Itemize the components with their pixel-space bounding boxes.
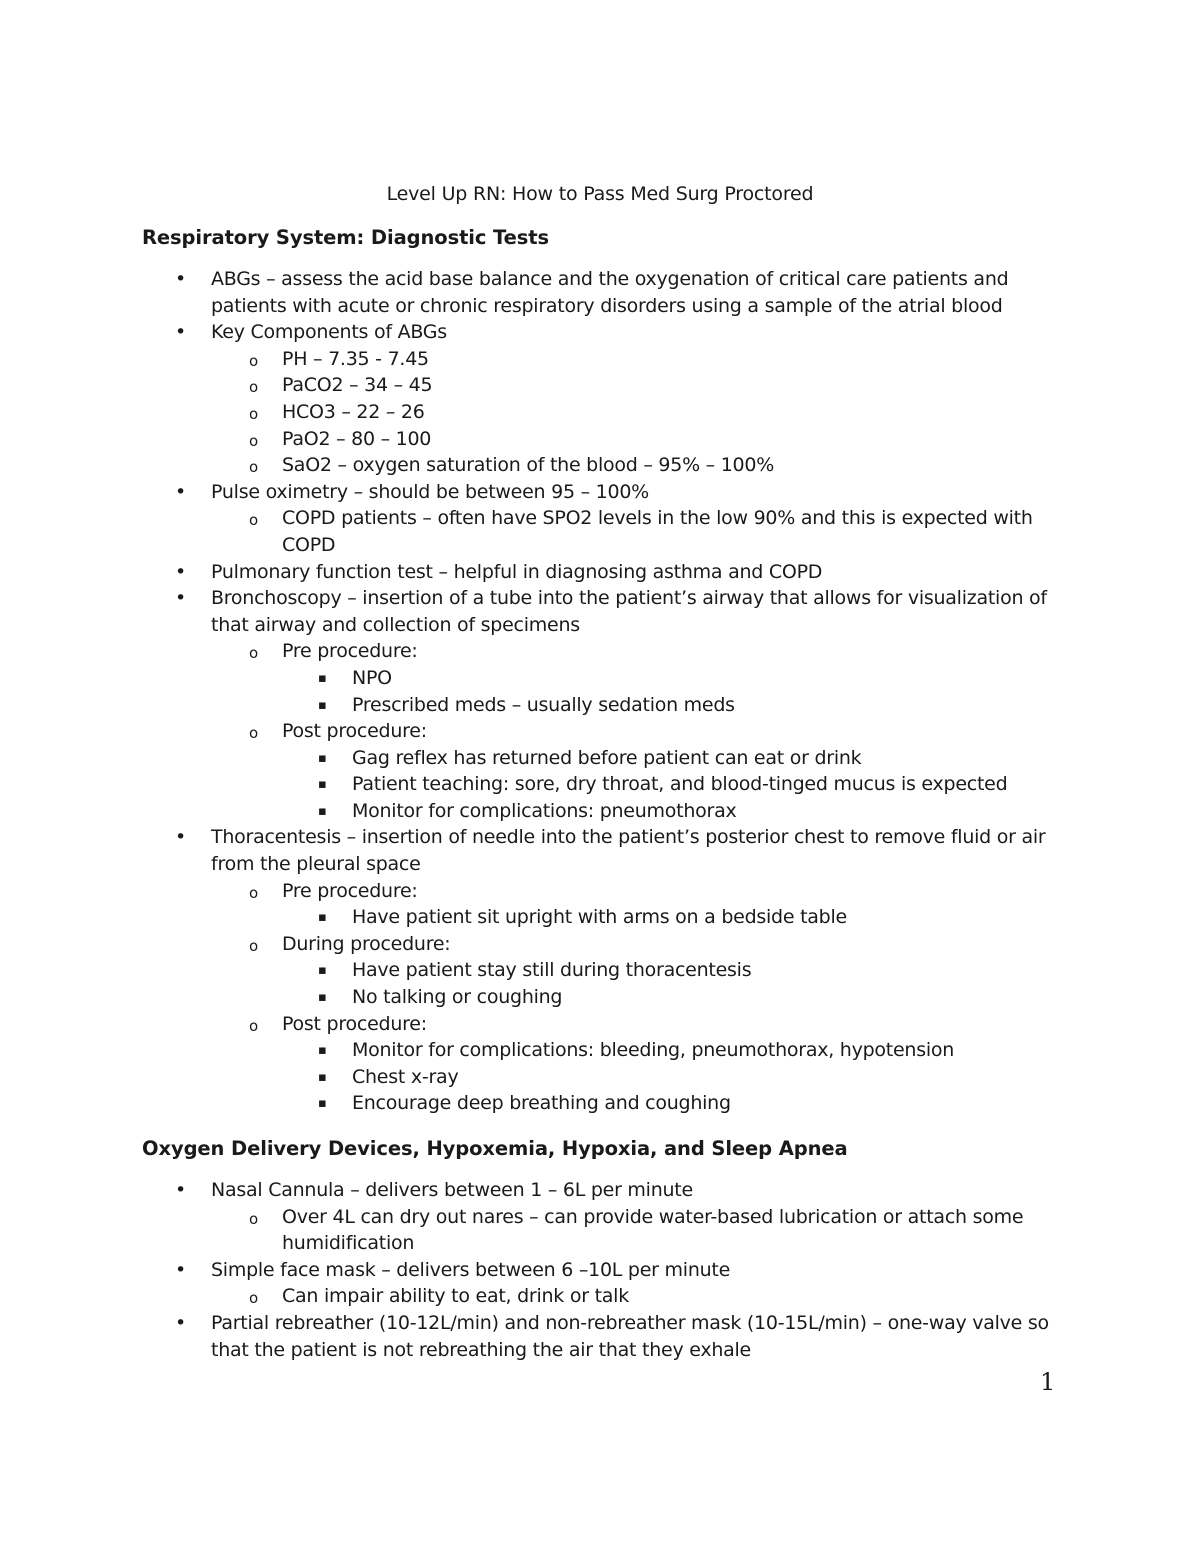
bullet-square-icon: ▪ bbox=[318, 1096, 327, 1112]
bullet-circle-icon: o bbox=[249, 1016, 258, 1035]
list-item-text: PaCO2 – 34 – 45 bbox=[282, 374, 433, 397]
list-item-level-2 bbox=[0, 638, 1062, 665]
list-item-text: Partial rebreather (10-12L/min) and non-rebreather mask (10-15L/min) – one-way valve so that the patient is not rebreathing the air that they exhale bbox=[211, 1311, 1049, 1361]
list-item-text: NPO bbox=[352, 666, 392, 689]
list-item-level-2 bbox=[0, 505, 1062, 558]
list-item-level-2 bbox=[0, 931, 1062, 958]
list-item-level-2 bbox=[0, 878, 1062, 905]
list-item-text: Post procedure: bbox=[282, 720, 427, 743]
list-item-level-1 bbox=[0, 266, 1061, 319]
list-item-text: Over 4L can dry out nares – can provide water-based lubrication or attach some humidification bbox=[282, 1205, 1024, 1255]
list-item-level-2 bbox=[0, 452, 1062, 479]
list-item-text: Pre procedure: bbox=[282, 640, 418, 663]
list-item-level-2 bbox=[0, 1283, 1062, 1310]
bullet-square-icon: ▪ bbox=[318, 963, 327, 979]
bullet-circle-icon: o bbox=[249, 404, 258, 423]
list-item-text: Pulmonary function test – helpful in diagnosing asthma and COPD bbox=[211, 560, 823, 583]
list-item-text: HCO3 – 22 – 26 bbox=[282, 400, 425, 423]
list-item-text: Encourage deep breathing and coughing bbox=[352, 1092, 731, 1115]
list-item-level-3 bbox=[0, 1037, 1062, 1064]
list-item-text: Post procedure: bbox=[282, 1012, 427, 1035]
bullet-square-icon: ▪ bbox=[318, 990, 327, 1006]
list-item-level-3 bbox=[0, 1090, 1062, 1117]
list-item-level-3 bbox=[0, 665, 1062, 692]
bullet-square-icon: ▪ bbox=[318, 670, 327, 686]
list-item-level-1 bbox=[0, 824, 1061, 877]
list-item-level-2 bbox=[0, 1204, 1062, 1257]
bullet-disc-icon: • bbox=[175, 1258, 186, 1281]
list-item-level-2 bbox=[0, 399, 1062, 426]
list-item-text: Monitor for complications: pneumothorax bbox=[352, 799, 737, 822]
list-item-level-2 bbox=[0, 426, 1062, 453]
list-item-level-1 bbox=[0, 559, 1061, 586]
list-item-text: Have patient stay still during thoracentesis bbox=[352, 959, 752, 982]
respiratory-list bbox=[0, 266, 1200, 1117]
list-item-level-2 bbox=[0, 372, 1062, 399]
list-item-text: Thoracentesis – insertion of needle into the patient’s posterior chest to remove fluid or air from the pleural space bbox=[211, 826, 1046, 876]
list-item-text: PaO2 – 80 – 100 bbox=[282, 427, 432, 450]
section-heading-respiratory: Respiratory System: Diagnostic Tests bbox=[142, 226, 550, 249]
list-item-level-2 bbox=[0, 718, 1062, 745]
bullet-square-icon: ▪ bbox=[318, 777, 327, 793]
list-item-text: Bronchoscopy – insertion of a tube into the patient’s airway that allows for visualization of that airway and collection of specimens bbox=[211, 587, 1047, 636]
list-item-text: ABGs – assess the acid base balance and the oxygenation of critical care patients and patients with acute or chronic respiratory disorders using a sample of the atrial blood bbox=[211, 268, 1009, 317]
bullet-square-icon: ▪ bbox=[318, 697, 327, 713]
list-item-text: No talking or coughing bbox=[352, 986, 563, 1009]
list-item-level-1 bbox=[0, 1310, 1061, 1363]
bullet-circle-icon: o bbox=[249, 1209, 258, 1228]
list-item-text: Pulse oximetry – should be between 95 – 100% bbox=[211, 480, 649, 503]
bullet-circle-icon: o bbox=[249, 458, 258, 477]
bullet-disc-icon: • bbox=[175, 560, 186, 583]
list-item-level-2 bbox=[0, 1011, 1062, 1038]
bullet-circle-icon: o bbox=[249, 511, 258, 530]
bullet-circle-icon: o bbox=[249, 431, 258, 450]
bullet-circle-icon: o bbox=[249, 1289, 258, 1308]
list-item-level-1 bbox=[0, 319, 1061, 346]
bullet-circle-icon: o bbox=[249, 883, 258, 902]
bullet-square-icon: ▪ bbox=[318, 750, 327, 766]
list-item-level-3 bbox=[0, 692, 1062, 719]
list-item-text: Can impair ability to eat, drink or talk bbox=[282, 1285, 629, 1308]
bullet-circle-icon: o bbox=[249, 936, 258, 955]
bullet-square-icon: ▪ bbox=[318, 1069, 327, 1085]
oxygen-list bbox=[0, 1177, 1200, 1363]
section-heading-oxygen: Oxygen Delivery Devices, Hypoxemia, Hypoxia, and Sleep Apnea bbox=[142, 1137, 848, 1160]
list-item-text: PH – 7.35 - 7.45 bbox=[282, 347, 429, 370]
list-item-level-3 bbox=[0, 984, 1062, 1011]
list-item-text: Monitor for complications: bleeding, pneumothorax, hypotension bbox=[352, 1039, 955, 1062]
bullet-circle-icon: o bbox=[249, 644, 258, 663]
list-item-level-1 bbox=[0, 1257, 1061, 1284]
list-item-level-3 bbox=[0, 771, 1062, 798]
list-item-text: Chest x-ray bbox=[352, 1065, 459, 1088]
list-item-text: Pre procedure: bbox=[282, 879, 418, 902]
bullet-circle-icon: o bbox=[249, 378, 258, 397]
list-item-text: Prescribed meds – usually sedation meds bbox=[352, 693, 735, 716]
list-item-level-1 bbox=[0, 585, 1061, 638]
bullet-disc-icon: • bbox=[175, 1179, 186, 1201]
list-item-level-1 bbox=[0, 479, 1061, 506]
list-item-level-1 bbox=[0, 1177, 1061, 1204]
list-item-text: Have patient sit upright with arms on a bedside table bbox=[352, 906, 847, 929]
list-item-text: During procedure: bbox=[282, 932, 451, 955]
list-item-text: Gag reflex has returned before patient can eat or drink bbox=[352, 746, 862, 769]
list-item-level-3 bbox=[0, 904, 1062, 931]
list-item-text: Patient teaching: sore, dry throat, and blood-tinged mucus is expected bbox=[352, 773, 1008, 796]
bullet-disc-icon: • bbox=[175, 480, 186, 503]
list-item-level-3 bbox=[0, 1064, 1062, 1091]
bullet-disc-icon: • bbox=[175, 1311, 186, 1334]
list-item-level-3 bbox=[0, 745, 1062, 772]
bullet-square-icon: ▪ bbox=[318, 910, 327, 926]
bullet-disc-icon: • bbox=[175, 268, 186, 290]
list-item-text: SaO2 – oxygen saturation of the blood – 95% – 100% bbox=[282, 454, 775, 477]
list-item-text: COPD patients – often have SPO2 levels in the low 90% and this is expected with COPD bbox=[282, 507, 1033, 556]
bullet-disc-icon: • bbox=[175, 826, 186, 849]
list-item-level-3 bbox=[0, 957, 1062, 984]
list-item-text: Key Components of ABGs bbox=[211, 321, 447, 344]
list-item-text: Simple face mask – delivers between 6 –10L per minute bbox=[211, 1258, 731, 1281]
bullet-square-icon: ▪ bbox=[318, 1043, 327, 1059]
list-item-text: Nasal Cannula – delivers between 1 – 6L per minute bbox=[211, 1179, 693, 1201]
list-item-level-2 bbox=[0, 346, 1062, 373]
bullet-circle-icon: o bbox=[249, 724, 258, 743]
page-number: 1 bbox=[1040, 1368, 1056, 1396]
bullet-disc-icon: • bbox=[175, 587, 186, 610]
list-item-level-3 bbox=[0, 798, 1062, 825]
bullet-square-icon: ▪ bbox=[318, 803, 327, 819]
bullet-disc-icon: • bbox=[175, 321, 186, 344]
bullet-circle-icon: o bbox=[249, 351, 258, 370]
document-title: Level Up RN: How to Pass Med Surg Proctored bbox=[386, 183, 814, 205]
